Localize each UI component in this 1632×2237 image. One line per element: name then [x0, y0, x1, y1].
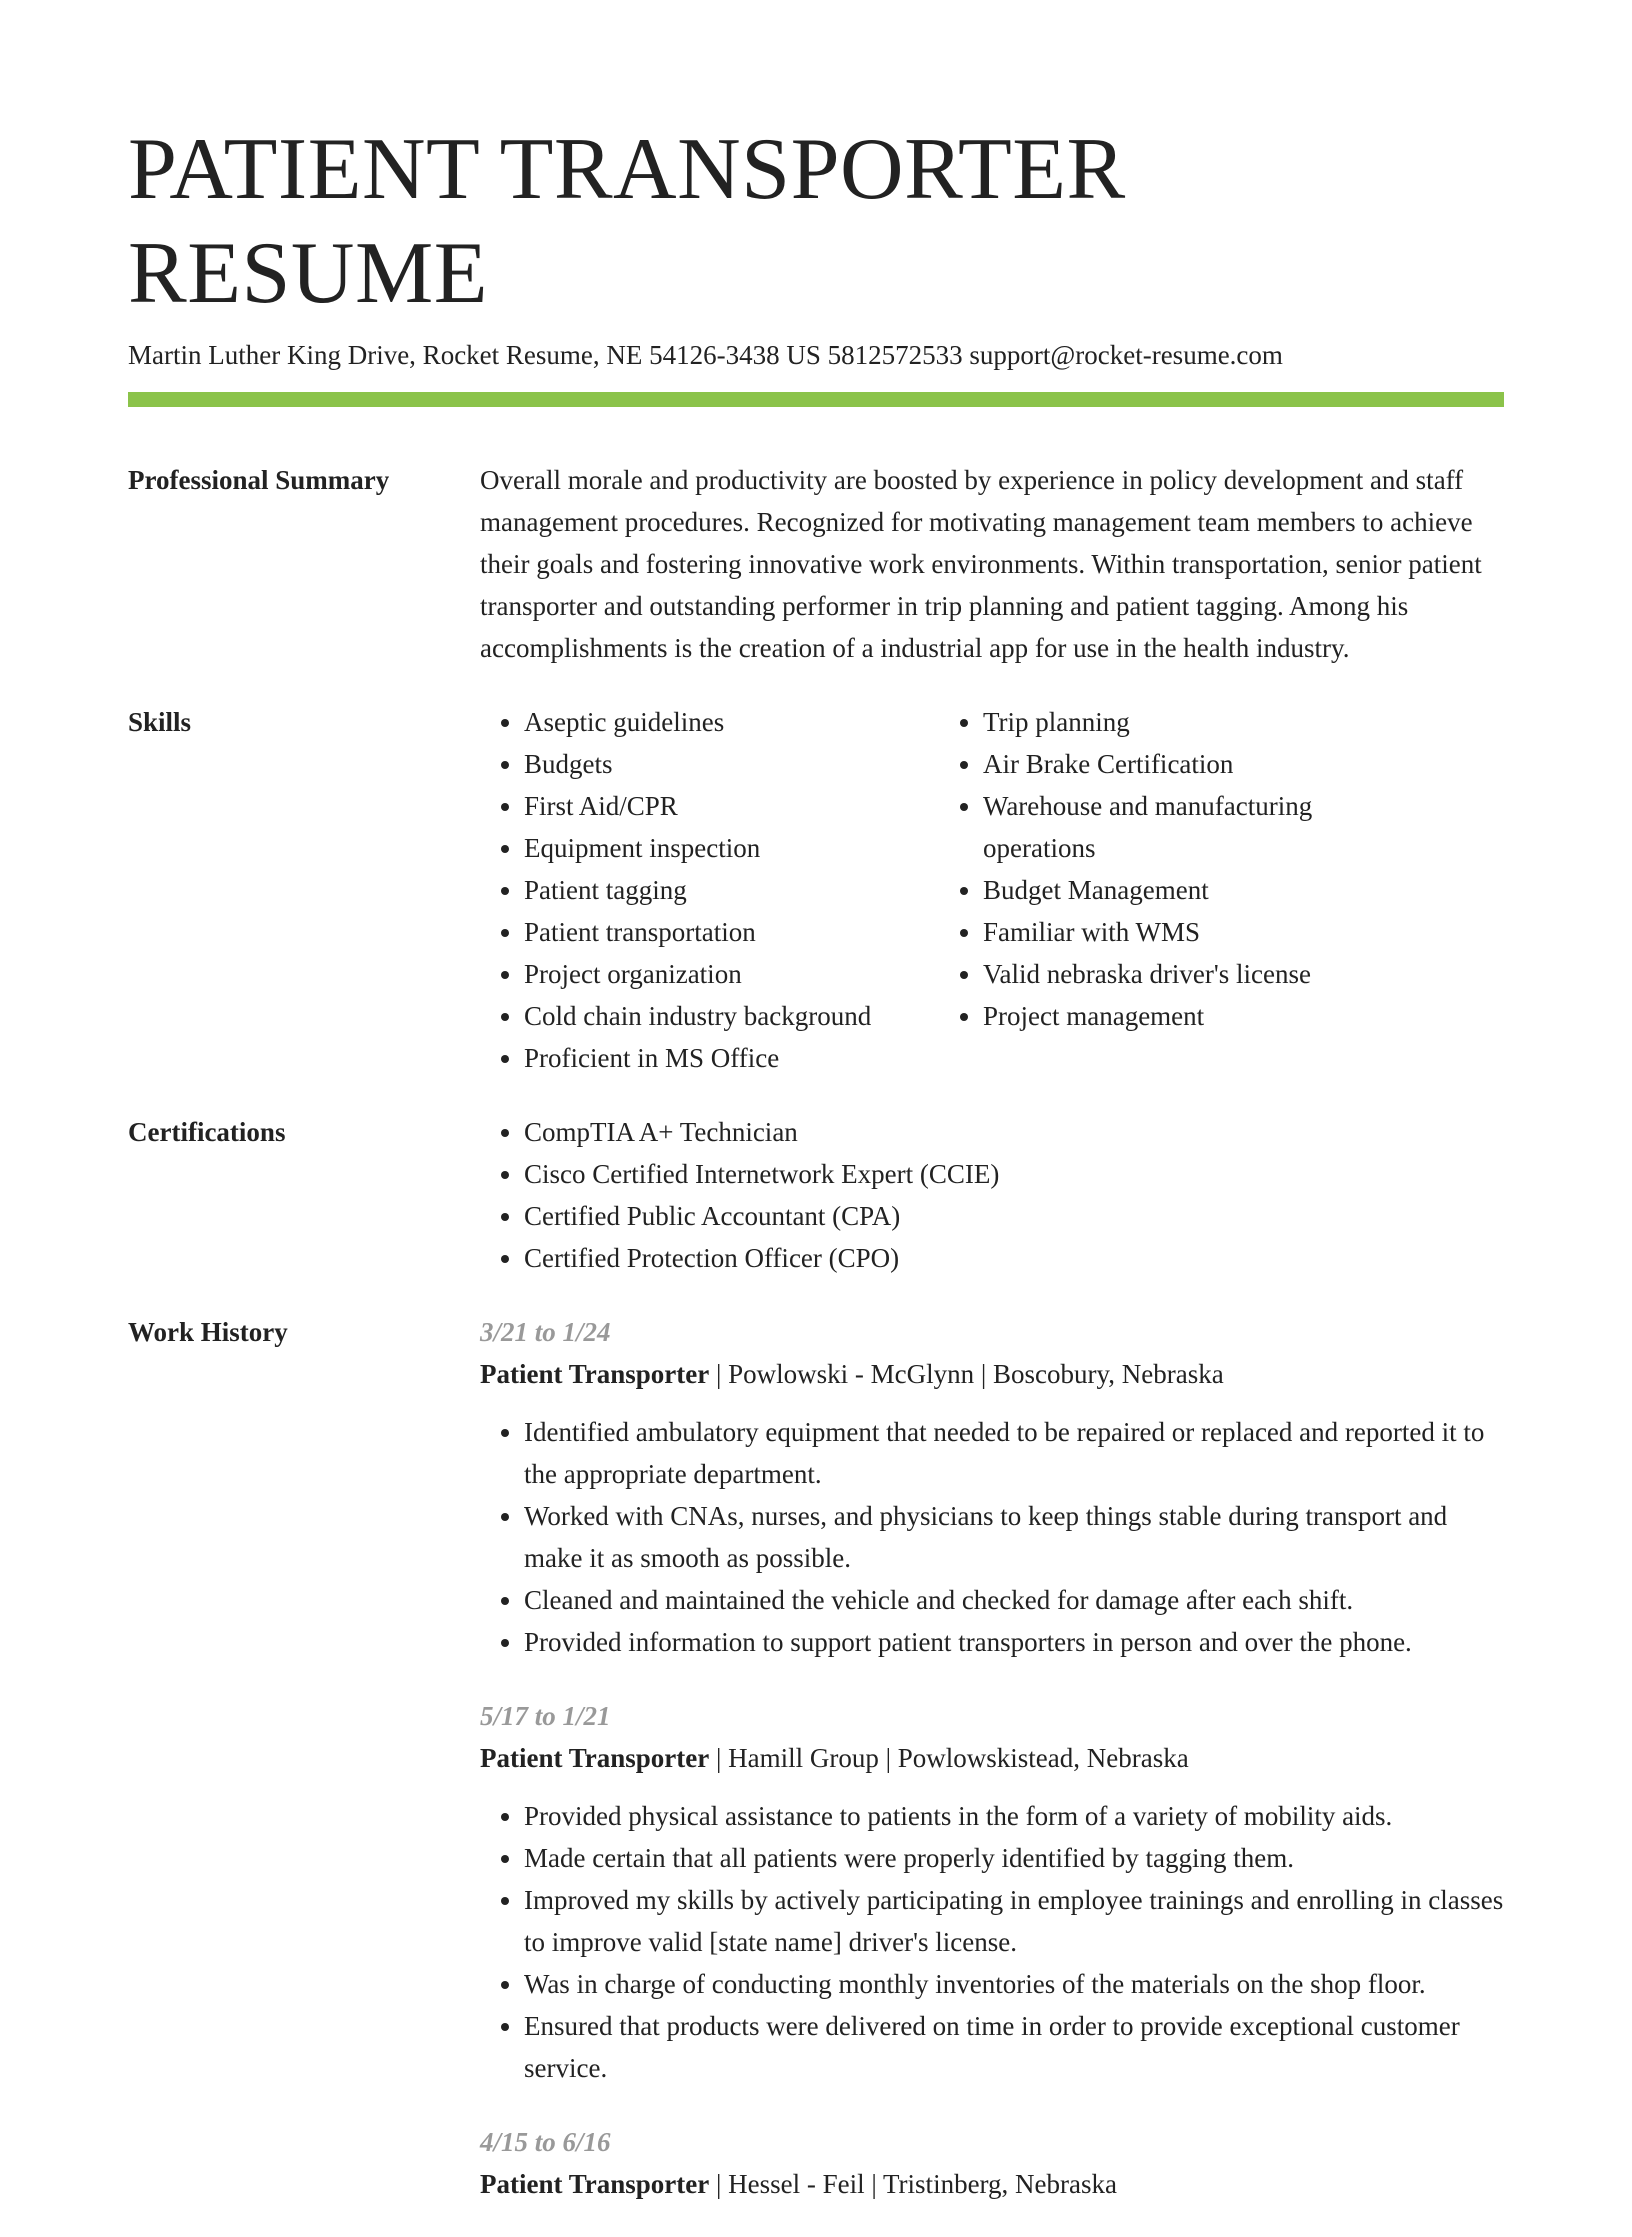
job-title: Patient Transporter	[480, 1359, 710, 1389]
resume-page	[128, 118, 1504, 2237]
skills-body	[480, 701, 1504, 1079]
job-bullet: • Worked with CNAs, nurses, and physicians to keep things stable during transport and make it as smooth as possible.	[524, 1495, 1504, 1579]
contact-line: Martin Luther King Drive, Rocket Resume, NE 54126-3438 US 5812572533 support@rocket-resume.com	[128, 340, 1283, 370]
skill-item: • Budget Management	[983, 869, 1359, 911]
skill-item: • Warehouse and manufacturing operations	[983, 785, 1359, 869]
skill-item: • Air Brake Certification	[983, 743, 1359, 785]
skill-item: • Aseptic guidelines	[524, 701, 939, 743]
skill-item: • Patient transportation	[524, 911, 939, 953]
job-entry	[480, 1311, 1504, 1663]
job-header	[480, 1737, 1504, 1779]
work-history-body	[480, 1311, 1504, 2237]
skill-item: • Proficient in MS Office	[524, 1037, 939, 1079]
job-date: 4/15 to 6/16	[480, 2127, 611, 2157]
skill-item: • Project organization	[524, 953, 939, 995]
job-bullet: • Identified ambulatory equipment that needed to be repaired or replaced and reported it to the appropriate department.	[524, 1411, 1504, 1495]
certifications-body	[480, 1111, 1504, 1279]
job-bullets	[480, 1411, 1504, 1663]
job-date: 5/17 to 1/21	[480, 1701, 611, 1731]
job-bullet: • Cleaned and maintained the vehicle and checked for damage after each shift.	[524, 1579, 1504, 1621]
job-header	[480, 2163, 1504, 2205]
job-header	[480, 1353, 1504, 1395]
job-details: | Hamill Group | Powlowskistead, Nebraska	[709, 1743, 1189, 1773]
certifications-section	[128, 1111, 1504, 1279]
skills-section	[128, 701, 1504, 1079]
job-bullet: • Was in charge of conducting monthly inventories of the materials on the shop floor.	[524, 1963, 1504, 2005]
section-label-certifications: Certifications	[128, 1117, 286, 1147]
summary-section	[128, 459, 1504, 669]
job-title: Patient Transporter	[480, 1743, 710, 1773]
skills-list-col1	[480, 701, 939, 1079]
certification-item: • Certified Public Accountant (CPA)	[524, 1195, 1504, 1237]
job-bullets	[480, 1795, 1504, 2089]
skill-item: • Trip planning	[983, 701, 1359, 743]
job-bullet: • Provided physical assistance to patients in the form of a variety of mobility aids.	[524, 1795, 1504, 1837]
job-title: Patient Transporter	[480, 2169, 710, 2199]
certification-item: • Cisco Certified Internetwork Expert (CCIE)	[524, 1153, 1504, 1195]
job-bullet: • Ensured that products were delivered on time in order to provide exceptional customer service.	[524, 2005, 1504, 2089]
work-history-section	[128, 1311, 1504, 2237]
job-entry	[480, 2121, 1504, 2205]
job-date: 3/21 to 1/24	[480, 1317, 611, 1347]
skill-item: • Cold chain industry background	[524, 995, 939, 1037]
skills-list-col2	[939, 701, 1439, 1079]
skill-item: • First Aid/CPR	[524, 785, 939, 827]
job-details: | Powlowski - McGlynn | Boscobury, Nebraska	[709, 1359, 1224, 1389]
summary-text: Overall morale and productivity are boosted by experience in policy development and staff management procedures. Recognized for motivating management team members to achieve their goals and fostering innovative work environments. Within transportation, senior patient transporter and outstanding performer in trip planning and patient tagging. Among his accomplishments is the creation of a industrial app for use in the health industry.	[480, 465, 1482, 663]
job-details: | Hessel - Feil | Tristinberg, Nebraska	[709, 2169, 1118, 2199]
job-entry	[480, 1695, 1504, 2089]
section-label-work-history: Work History	[128, 1317, 288, 1347]
job-bullet: • Provided information to support patient transporters in person and over the phone.	[524, 1621, 1504, 1663]
accent-divider	[128, 392, 1504, 407]
section-label-summary: Professional Summary	[128, 465, 390, 495]
summary-body	[480, 459, 1504, 669]
skill-item: • Equipment inspection	[524, 827, 939, 869]
certifications-list	[480, 1111, 1504, 1279]
resume-title: PATIENT TRANSPORTER RESUME	[128, 121, 1126, 322]
skill-item: • Familiar with WMS	[983, 911, 1359, 953]
certification-item: • Certified Protection Officer (CPO)	[524, 1237, 1504, 1279]
skill-item: • Patient tagging	[524, 869, 939, 911]
job-bullet: • Improved my skills by actively participating in employee trainings and enrolling in classes to improve valid [state name] driver's license.	[524, 1879, 1504, 1963]
section-label-skills: Skills	[128, 707, 192, 737]
skill-item: • Valid nebraska driver's license	[983, 953, 1359, 995]
certification-item: • CompTIA A+ Technician	[524, 1111, 1504, 1153]
skill-item: • Budgets	[524, 743, 939, 785]
skill-item: • Project management	[983, 995, 1359, 1037]
job-bullet: • Made certain that all patients were properly identified by tagging them.	[524, 1837, 1504, 1879]
